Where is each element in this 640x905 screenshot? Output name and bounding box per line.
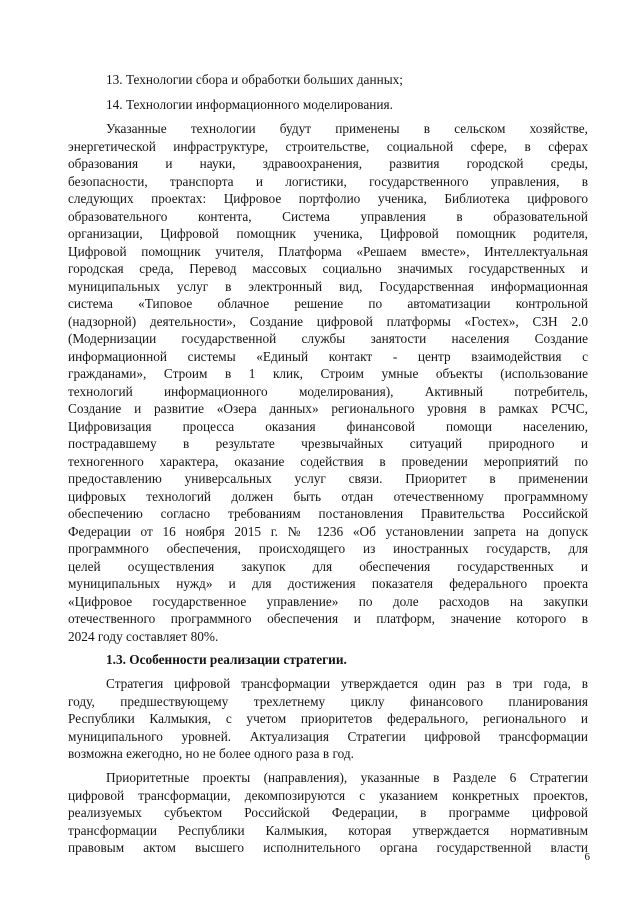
text-line: технологий информационного моделирования), Активный потребитель, [68, 383, 588, 399]
text-line: Республики Калмыкия, с учетом приоритетов федерального, регионального и [68, 711, 588, 726]
page-number: 6 [584, 851, 590, 863]
text-line: пострадавшему в результате чрезвычайных ситуаций природного и [68, 436, 588, 451]
text-line: Федерации от 16 ноября 2015 г. № 1236 «Об установлении запрета на допуск [68, 523, 588, 539]
text-line: возможна ежегодно, но не более одного раза в год. [68, 746, 354, 761]
text-line: цифровой трансформации, декомпозируются с указанием конкретных проектов, [68, 787, 588, 803]
text-line: отечественного программного обеспечения и платформ, значение которого в [68, 611, 588, 626]
text-line: образовательного контента, Система управления в образовательной [68, 208, 588, 224]
text-line: программного обеспечения, происходящего из иностранных государств, для [68, 541, 588, 556]
section-heading: 1.3. Особенности реализации стратегии. [106, 652, 347, 667]
text-line: муниципальных нужд» и для достижения показателя федерального проекта [68, 576, 588, 591]
text-line: система «Типовое облачное решение по автоматизации контрольной [68, 296, 588, 311]
text-line: году, предшествующему трехлетнему циклу финансового планирования [68, 693, 588, 709]
text-line: (Модернизации государственной службы занятости населения Создание [68, 331, 588, 346]
text-line: правовым актом высшего исполнительного органа государственной власти [68, 840, 588, 855]
list-item-14: 14. Технологии информационного моделирования. [106, 97, 393, 112]
text-line: муниципального уровней. Актуализация Стратегии цифровой трансформации [68, 728, 588, 744]
text-line: обеспечению согласно требованиям постановления Правительства Российской [68, 506, 588, 521]
list-item-13: 13. Технологии сбора и обработки больших данных; [106, 72, 403, 87]
text-line: Цифровизация процесса оказания финансовой помощи населению, [68, 418, 588, 434]
text-line: цифровых технологий должен быть отдан отечественному программному [68, 488, 588, 504]
text-line: (надзорной) деятельности», Создание цифровой платформы «Гостех», СЗН 2.0 [68, 313, 588, 329]
text-line: информационной системы «Единый контакт - центр взаимодействия с [68, 348, 588, 364]
text-line: образования и науки, здравоохранения, развития городской среды, [68, 156, 588, 171]
text-line: Указанные технологии будут применены в сельском хозяйстве, [106, 121, 588, 136]
text-line: Стратегия цифровой трансформации утверждается один раз в три года, в [106, 676, 588, 691]
text-line: трансформации Республики Калмыкия, которая утверждается нормативным [68, 822, 588, 838]
text-line: предоставлению универсальных услуг связи. Приоритет в применении [68, 471, 588, 486]
text-line: «Цифровое государственное управление» по доле расходов на закупки [68, 593, 588, 609]
text-line: целей осуществления закупок для обеспечения государственных и [68, 558, 588, 574]
text-line: гражданами», Строим в 1 клик, Строим умные объекты (использование [68, 366, 588, 381]
text-line: 2024 году составляет 80%. [68, 628, 219, 644]
text-line: муниципальных услуг в электронный вид, Государственная информационная [68, 278, 588, 294]
text-line: Создание и развитие «Озера данных» регионального уровня в рамках РСЧС, [68, 401, 588, 416]
text-line: энергетической инфраструктуре, строительстве, социальной сфере, в сферах [68, 138, 588, 154]
text-line: Приоритетные проекты (направления), указанные в Разделе 6 Стратегии [106, 770, 588, 785]
text-line: следующих проектах: Цифровое портфолио ученика, Библиотека цифрового [68, 191, 588, 206]
text-line: безопасности, транспорта и логистики, государственного управления, в [68, 173, 588, 189]
text-line: организации, Цифровой помощник ученика, Цифровой помощник родителя, [68, 226, 588, 241]
text-line: Цифровой помощник учителя, Платформа «Решаем вместе», Интеллектуальная [68, 243, 588, 259]
text-line: городская среда, Перевод массовых социально значимых государственных и [68, 261, 588, 276]
text-line: техногенного характера, оказание содействия в проведении мероприятий по [68, 453, 588, 469]
text-line: реализуемых субъектом Российской Федерации, в программе цифровой [68, 805, 588, 820]
